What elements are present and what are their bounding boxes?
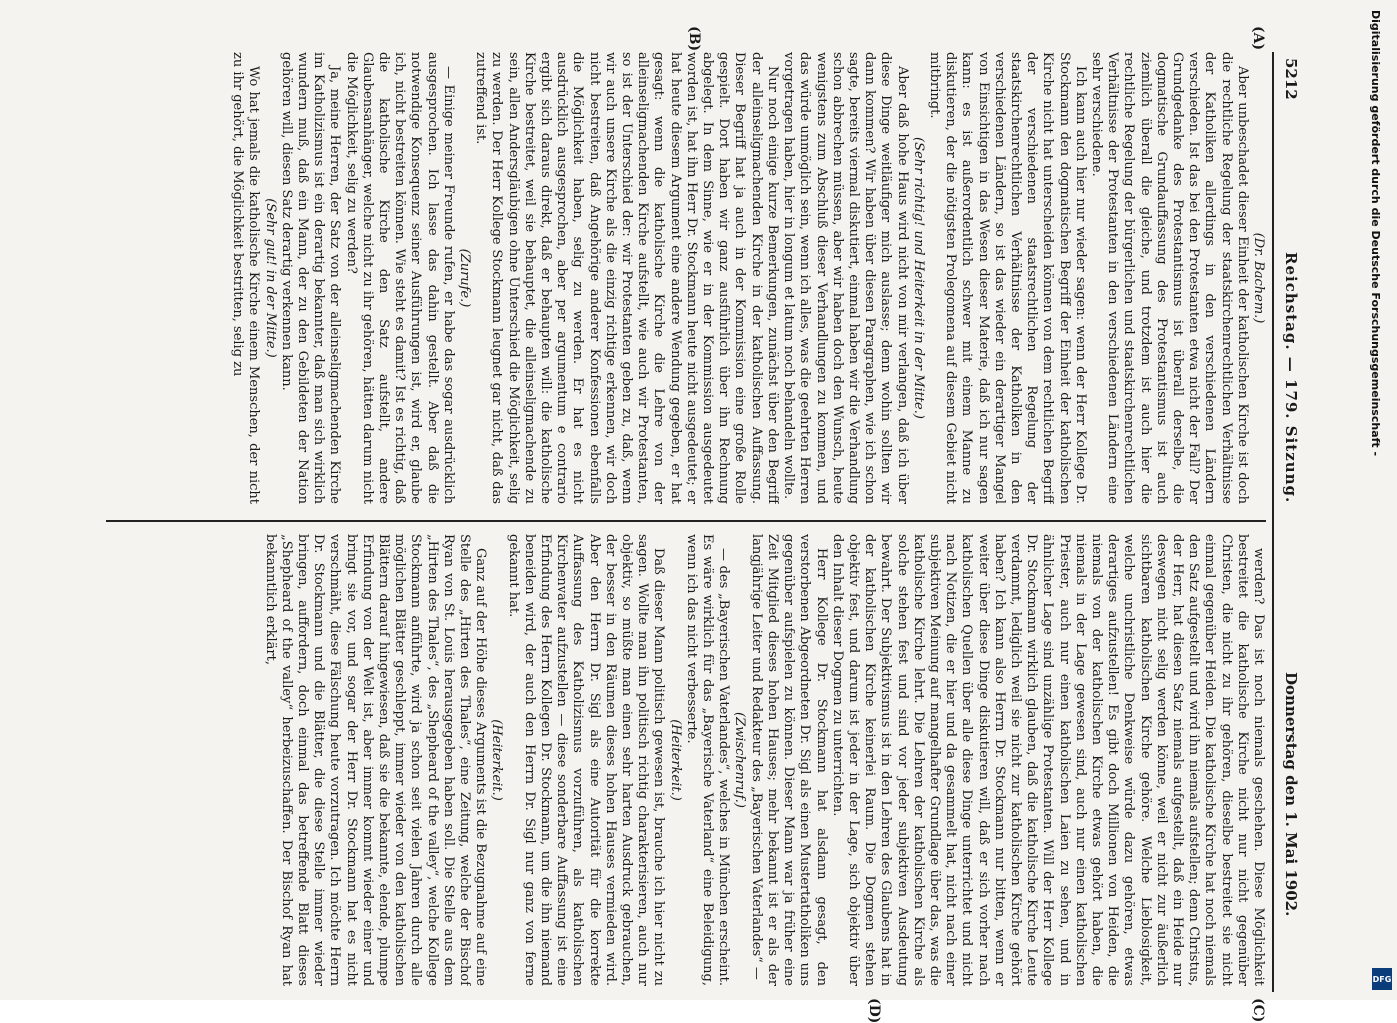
speaker-label: (Dr. Bachem.) — [1251, 232, 1266, 324]
interjection: (Heiterkeit.) — [667, 719, 683, 801]
paragraph: Aber daß hohe Haus wird nicht von mir verlangen, daß ich über diese Dinge weitläufiger mich auslasse; denn wohin sollten wir dann kommen? Wir haben über diesen Paragraphen, wie ich schon sagte, bereits viermal diskutiert, einmal haben wir die Verhandlung schon abbrechen müssen, aber wir haben doch den Wunsch, heute wenigstens zum Abschluß dieser Verhandlungen zu kommen, und das würde unmöglich sein, wenn ich alles, was die geehrten Herren vorgetragen haben, hier in longum et latum noch behandeln wollte. — [781, 52, 910, 504]
interjection: (Sehr richtig! und Heiterkeit in der Mitte.) — [910, 137, 926, 419]
digitization-credit: Digitalisierung gefördert durch die Deutsche Forschungsgemeinschaft - — [1369, 10, 1382, 457]
dfg-logo: DFG — [1372, 968, 1392, 990]
paragraph: werden? Das ist noch niemals geschehen. Diese Möglichkeit bestreitet die katholische Kirche nicht nur nicht gegenüber Christen, die nicht zu ihr gehören, dieselbe bestreitet sie nicht einmal gegenüber Heiden. Die katholische Kirche hat noch niemals den Satz aufgestellt und wird ihn niemals aufstellen; denn Christus, der Herr, hat diesen Satz niemals aufgestellt, daß ein Heide nur deswegen nicht selig werden könne, weil er nicht zur äußerlich sichtbaren katholischen Kirche gehöre. Welche Lieblosigkeit, welche unchristliche Denkweise würde dazu gehören, etwas derartiges aufzustellen! Es gibt doch Millionen von Heiden, die niemals von der katholischen Kirche etwas gehört haben, die niemals in der Lage gewesen sind, auch nur einen katholischen Priester, auch nur einen katholischen Laien zu sehen, und in ähnlicher Lage sind unzählige Protestanten. Will der Herr Kollege Dr. Stockmann wirklich glauben, daß die katholische Kirche Leute verdammt, lediglich weil sie nicht zur katholischen Kirche gehört haben? Ich kann also Herrn Dr. Stockmann nur bitten, wenn er weiter über diese Dinge diskutieren will, daß er sich vorher nach katholischen Quellen über alle diese Dinge unterrichtet und nicht nach Notizen, die er hier und da gesammelt hat, nicht nach einer subjektiven Meinung auf mangelhafter Grundlage über das, was die katholische Kirche lehrt. Die Lehren der katholischen Kirche als solche stehen fest und sind vor jeder subjektiven Ausdeutung bewahrt. Der Subjektivismus ist in den Lehren des Glaubens hat in der katholischen Kirche keinerlei Raum. Die Dogmen stehen objektiv fest, und darum ist jeder in der Lage, sich objektiv über den Inhalt dieser Dogmen zu unterrichten. — [829, 534, 1266, 986]
interjection: (Sehr gut! in der Mitte.) — [262, 198, 278, 358]
interjection: (Zwischenruf.) — [732, 712, 748, 808]
margin-mark-a: (A) — [1250, 26, 1266, 51]
paragraph: — Einige meiner Freunde rufen, er habe das sogar ausdrücklich ausgesprochen. Ich lasse das dahin gestellt. Aber daß die notwendige Konsequenz seiner Ausführungen ist, wird er, glaube ich, nicht bestreiten können. Wie steht es damit? Ist es richtig, daß die katholische Kirche den Satz aufstellt, andere Glaubensanhänger, welche nicht zu ihr gehören, hätten darum nicht die Möglichkeit, selig zu werden? — [343, 52, 456, 504]
page-header — [1276, 52, 1302, 992]
header-rule — [1272, 52, 1274, 992]
paragraph: Daß dieser Mann politisch gewesen ist, brauche ich hier nicht zu sagen. Wollte man ihn politisch richtig charakterisieren, auch nur objektiv, so müßte man einen sehr harten Ausdruck gebrauchen, der besser in den Räumen dieses hohen Hauses vermieden wird. Aber den Herrn Dr. Sigl als eine Autorität für die korrekte Auffassung des Katholizismus vorzuführen, als katholischen Kirchenvater aufzustellen — diese sonderbare Auffassung ist eine Erfindung des Herrn Kollegen Dr. Stockmann, um die ihn niemand beneiden wird, der auch den Herrn Dr. Sigl nur ganz von ferne gekannt hat. — [505, 534, 667, 986]
margin-mark-d: (D) — [866, 998, 882, 1023]
column-rule — [106, 520, 1266, 522]
paragraph: Nur noch einige kurze Bemerkungen, zunächst über den Begriff der alleinseligmachenden Kirche in der katholischen Auffassung. Dieser Begriff hat ja auch in der Kommission eine große Rolle gespielt. Dort haben wir ganz ausführlich über ihn Rechnung abgelegt. In dem Sinne, wie er in der Kommission ausgedeutet worden ist, hat ihn Herr Dr. Stockmann heute nicht ausgedeutet; er hat heute diesem Argument eine andere Wendung gegeben, er hat gesagt: wenn die katholische Kirche die Lehre von der alleinseligmachenden Kirche aufstellt, wie auch wir Protestanten, so ist der Unterschied der: wir Protestanten geben zu, daß, wenn wir auch unsere Kirche als die einzig richtige erkennen, wir doch nicht bestreiten, daß Angehörige anderer Konfessionen ebenfalls die Möglichkeit haben, selig zu werden. Er hat es nicht ausdrücklich ausgesprochen, aber per argumentum e contrario ergibt sich daraus direkt, daß er behaupten will: die katholische Kirche bestreitet, weil sie behauptet, die alleinseligmachende zu sein, allen Andersgläubigen ohne Unterschied die Möglichkeit, selig zu werden. Der Herr Kollege Stockmann leugnet gar nicht, daß das zutreffend ist. — [473, 52, 780, 504]
paragraph: Wo hat jemals die katholische Kirche einem Menschen, der nicht zu ihr gehört, die Möglichkeit bestritten, selig zu — [230, 52, 262, 504]
paragraph: — des „Bayerischen Vaterlandes“, welches in München erscheint. Es wäre wirklich für das „Bayerische Vaterland“ eine Beleidigung, wenn ich das nicht verbesserte. — [683, 534, 732, 986]
paragraph: Ja, meine Herren, der Satz von der alleinseligmachenden Kirche im Katholizismus ist ein derartig bekannter, daß man sich wirklich wundern muß, daß ein Mann, der zu den Gebildeten der Nation gehören will, diesen Satz derartig verkennen kann. — [278, 52, 343, 504]
right-column — [106, 534, 1266, 986]
newspaper-page — [92, 26, 1302, 1023]
paragraph: Ganz auf der Höhe dieses Arguments ist die Bezugnahme auf eine Stelle des „Hirten des Thales“, eine Zeitung, welche der Bischof Ryan von St. Louis herausgegeben haben soll. Die Stelle aus dem „Hirten des Thales“, des „Shepheard of the valley“, welche Kollege Stockmann anführte, wird ja schon seit vielen Jahren durch alle möglichen Blätter geschleppt, immer wieder von den katholischen Blättern darauf hingewiesen, daß sie die bekannte, elende, plumpe Erfindung von der Welt ist, aber immer kommt wieder einer und bringt sie vor, und sogar der Herr Dr. Stockmann hat es nicht verschmäht, diese Fälschung heute vorzutragen. Ich möchte Herrn Dr. Stockmann und die Blätter, die diese Stelle immer wieder bringen, auffordern, doch einmal das betreffende Blatt dieses „Shepheard of the valley“ herbeizuschaffen. Der Bischof Ryan hat bekanntlich erklärt, — [262, 534, 489, 986]
session-title: Reichstag. — 179. Sitzung. — [1282, 252, 1300, 504]
session-date: Donnerstag den 1. Mai 1902. — [1282, 672, 1300, 917]
left-column — [106, 52, 1266, 504]
interjection: (Zurufe.) — [457, 248, 473, 308]
margin-mark-c: (C) — [1250, 998, 1266, 1023]
paragraph: Aber unbeschadet dieser Einheit der katholischen Kirche ist doch die rechtliche Regelung der staatskirchenrechtlichen Verhältnisse der Katholiken allerdings in den verschiedenen Ländern verschieden. Ist das bei den Protestanten etwa nicht der Fall? Der Grundgedanke des Protestantismus ist überall derselbe, die dogmatische Grundauffassung des Protestantismus ist auch ziemlich überall die gleiche, und trotzdem ist auch hier die rechtliche Regelung der bürgerlichen und staatskirchenrechtlichen Verhältnisse der Protestanten in den verschiedenen Ländern eine sehr verschiedene. — [1088, 52, 1250, 504]
paragraph: Ich kann auch hier nur wieder sagen: wenn der Herr Kollege Dr. Stockmann den dogmatischen Begriff der Einheit der katholischen Kirche nicht hat unterscheiden können von dem rechtlichen Begriff der verschiedenen staatsrechtlichen Regelung der staatskirchenrechtlichen Verhältnisse der Katholiken in den verschiedenen Ländern, so ist das wieder ein derartiger Mangel von Einsichtigen in das Wesen dieser Materie, daß ich nur sagen kann: es ist außerordentlich schwer mit einem Manne zu diskutieren, der die nötigsten Prolegomena auf diesem Gebiet nicht mitbringt. — [926, 52, 1088, 504]
page-number: 5212 — [1282, 58, 1300, 100]
margin-mark-b: (B) — [686, 26, 702, 52]
interjection: (Heiterkeit.) — [489, 719, 505, 801]
paragraph: Herr Kollege Dr. Stockmann hat alsdann gesagt, den verstorbenen Abgeordneten Dr. Sigl als einen Mustertatholiken uns gegenüber aufspielen zu können. Dieser Mann war ja früher eine Zeit Mitglied dieses hohen Hauses; mehr bekannt ist er als der langjährige Leiter und Redakteur des „Bayerischen Vaterlandes“ — — [748, 534, 829, 986]
